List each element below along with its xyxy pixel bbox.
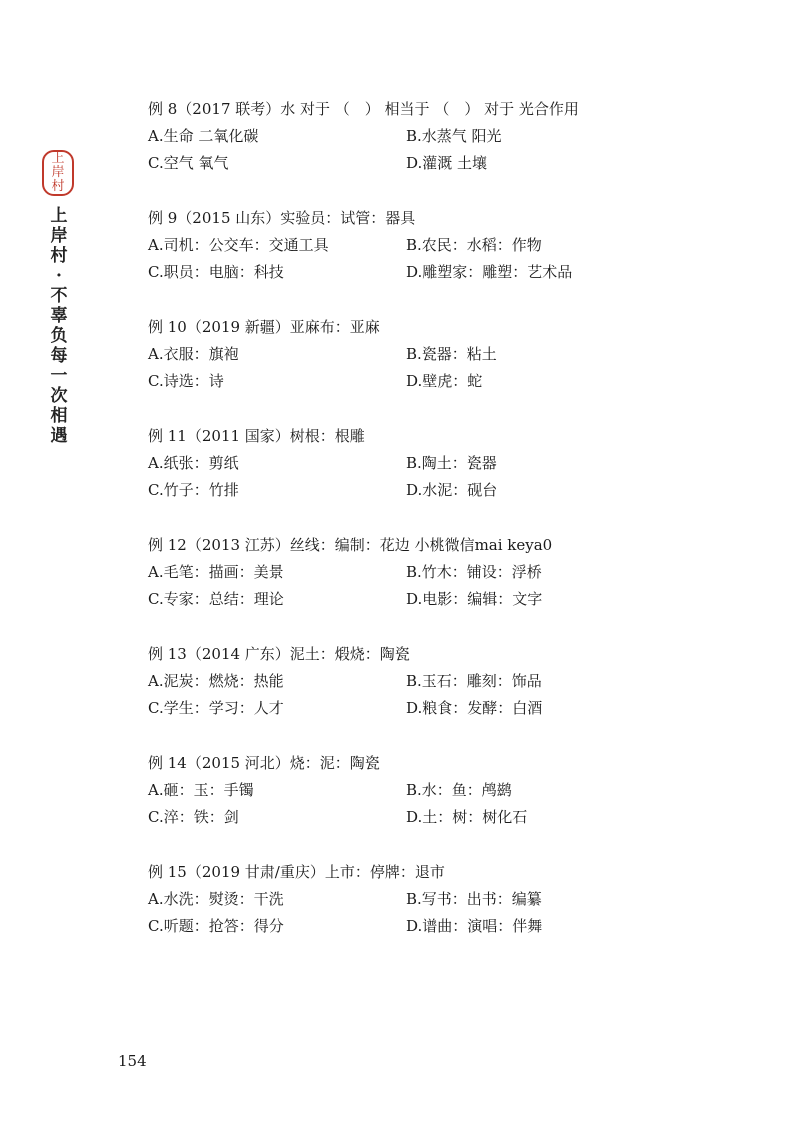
option-a: A.纸张：剪纸 <box>148 454 239 472</box>
question-example-13 <box>148 641 668 722</box>
question-example-8 <box>148 96 668 177</box>
option-c: C.竹子：竹排 <box>148 481 239 499</box>
question-example-11 <box>148 423 668 504</box>
option-a: A.司机：公交车：交通工具 <box>148 236 329 254</box>
slogan-char: 上 <box>50 206 68 226</box>
slogan-char: 辜 <box>50 306 68 326</box>
slogan-char: 遇 <box>50 426 68 446</box>
option-b: B.陶土：瓷器 <box>406 454 497 472</box>
option-c: C.空气 氧气 <box>148 154 229 172</box>
option-a: A.水洗：熨烫：干洗 <box>148 890 284 908</box>
option-c: C.学生：学习：人才 <box>148 699 284 717</box>
question-stem: 例 15（2019 甘肃/重庆）上市：停牌：退市 <box>148 863 445 881</box>
option-a: A.生命 二氧化碳 <box>148 127 259 145</box>
seal-logo <box>42 150 74 196</box>
question-stem: 例 12（2013 江苏）丝线：编制：花边 小桃微信mai keya0 <box>148 536 553 554</box>
question-stem: 例 14（2015 河北）烧：泥：陶瓷 <box>148 754 380 772</box>
option-d: D.电影：编辑：文字 <box>406 590 543 608</box>
option-d: D.雕塑家：雕塑：艺术品 <box>406 263 573 281</box>
slogan-char: 一 <box>50 366 68 386</box>
option-a: A.砸：玉：手镯 <box>148 781 254 799</box>
option-a: A.毛笔：描画：美景 <box>148 563 284 581</box>
seal-char: 岸 <box>51 165 65 180</box>
option-a: A.泥炭：燃烧：热能 <box>148 672 284 690</box>
question-example-12 <box>148 532 668 613</box>
vertical-slogan <box>42 206 76 446</box>
option-d: D.谱曲：演唱：伴舞 <box>406 917 543 935</box>
option-c: C.专家：总结：理论 <box>148 590 284 608</box>
option-d: D.水泥：砚台 <box>406 481 498 499</box>
option-b: B.水蒸气 阳光 <box>406 127 502 145</box>
option-d: D.土：树：树化石 <box>406 808 528 826</box>
option-b: B.瓷器：粘土 <box>406 345 497 363</box>
slogan-char: 相 <box>50 406 68 426</box>
question-example-15 <box>148 859 668 940</box>
option-b: B.水：鱼：鸬鹚 <box>406 781 512 799</box>
slogan-char: 不 <box>50 286 68 306</box>
question-stem: 例 10（2019 新疆）亚麻布：亚麻 <box>148 318 380 336</box>
question-example-14 <box>148 750 668 831</box>
slogan-char: 每 <box>50 346 68 366</box>
question-stem: 例 13（2014 广东）泥土：煅烧：陶瓷 <box>148 645 410 663</box>
option-b: B.玉石：雕刻：饰品 <box>406 672 542 690</box>
seal-char: 上 <box>51 151 65 166</box>
option-d: D.粮食：发酵：白酒 <box>406 699 543 717</box>
option-d: D.灌溉 土壤 <box>406 154 488 172</box>
sidebar <box>42 150 76 446</box>
question-list <box>148 96 668 968</box>
slogan-char: · <box>56 266 62 286</box>
question-stem: 例 8（2017 联考）水 对于 （ ） 相当于 （ ） 对于 光合作用 <box>148 100 579 118</box>
option-b: B.农民：水稻：作物 <box>406 236 542 254</box>
slogan-char: 负 <box>50 326 68 346</box>
slogan-char: 岸 <box>50 226 68 246</box>
option-c: C.淬：铁：剑 <box>148 808 239 826</box>
page-number: 154 <box>118 1052 147 1070</box>
option-d: D.壁虎：蛇 <box>406 372 483 390</box>
slogan-char: 次 <box>50 386 68 406</box>
option-b: B.写书：出书：编纂 <box>406 890 542 908</box>
question-stem: 例 11（2011 国家）树根：根雕 <box>148 427 365 445</box>
question-example-10 <box>148 314 668 395</box>
option-b: B.竹木：铺设：浮桥 <box>406 563 542 581</box>
option-a: A.衣服：旗袍 <box>148 345 239 363</box>
seal-char: 村 <box>51 179 65 194</box>
option-c: C.诗选：诗 <box>148 372 224 390</box>
option-c: C.听题：抢答：得分 <box>148 917 284 935</box>
question-example-9 <box>148 205 668 286</box>
slogan-char: 村 <box>50 246 68 266</box>
question-stem: 例 9（2015 山东）实验员：试管：器具 <box>148 209 416 227</box>
option-c: C.职员：电脑：科技 <box>148 263 284 281</box>
